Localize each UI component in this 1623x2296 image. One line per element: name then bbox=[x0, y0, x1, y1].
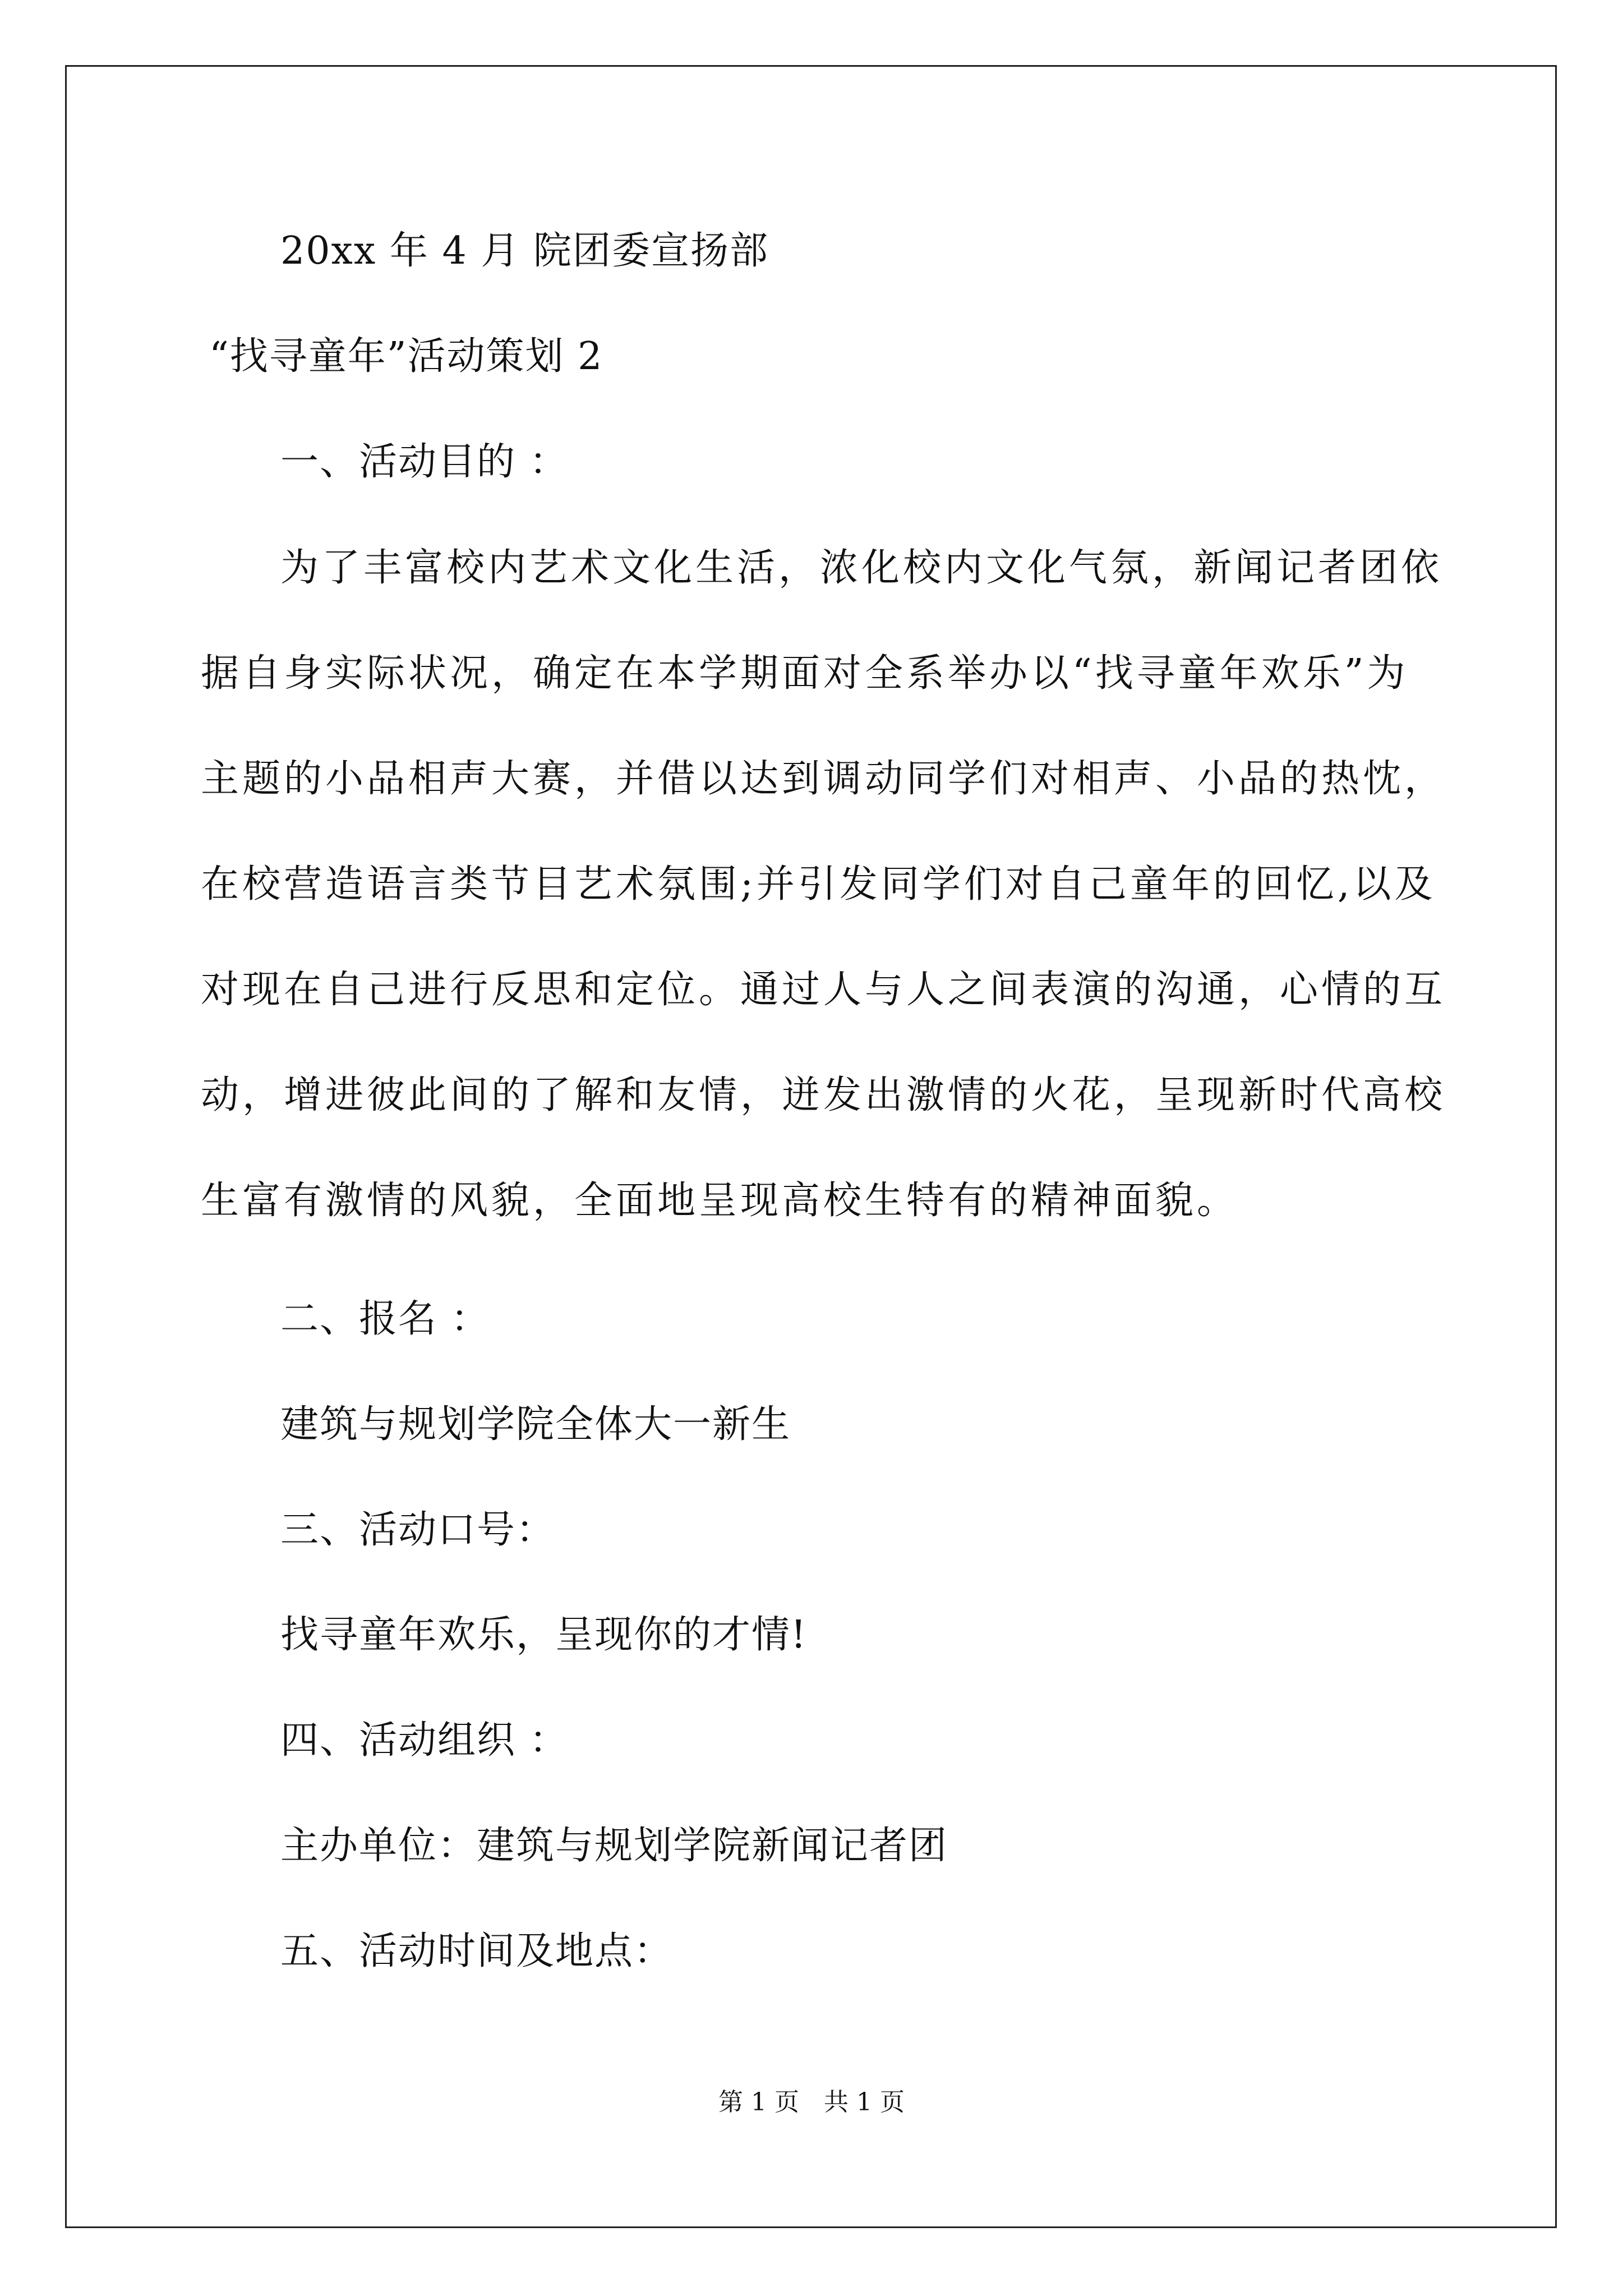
section4-body: 主办单位：建筑与规划学院新闻记者团 bbox=[280, 1824, 948, 1868]
page-number-footer: 第 1 页 共 1 页 bbox=[718, 2088, 905, 2116]
paragraph-line: 在校营造语言类节目艺术氛围;并引发同学们对自己童年的回忆,以及 bbox=[201, 862, 1436, 907]
section1-heading: 一、活动目的 ： bbox=[280, 440, 569, 484]
paragraph-line: 为了丰富校内艺术文化生活，浓化校内文化气氛，新闻记者团依 bbox=[280, 546, 1443, 590]
paragraph-line: 据自身实际状况，确定在本学期面对全系举办以“找寻童年欢乐”为 bbox=[201, 651, 1409, 696]
section3-heading: 三、活动口号： bbox=[280, 1508, 556, 1552]
date-line: 20xx 年 4 月 院团委宣扬部 bbox=[280, 229, 769, 273]
section2-heading: 二、报名 ： bbox=[280, 1297, 490, 1341]
paragraph-line: 主题的小品相声大赛，并借以达到调动同学们对相声、小品的热忱， bbox=[201, 757, 1446, 801]
section2-body: 建筑与规划学院全体大一新生 bbox=[280, 1402, 791, 1447]
section4-heading: 四、活动组织 ： bbox=[280, 1718, 569, 1763]
section5-heading: 五、活动时间及地点： bbox=[280, 1929, 674, 1973]
section1-paragraph bbox=[201, 541, 1446, 1280]
paragraph-line: 生富有激情的风貌，全面地呈现高校生特有的精神面貌。 bbox=[201, 1179, 1239, 1223]
paragraph-line: 动，增进彼此间的了解和友情，迸发出激情的火花，呈现新时代高校 bbox=[201, 1073, 1446, 1117]
document-title: “找寻童年”活动策划 2 bbox=[209, 334, 603, 379]
paragraph-line: 对现在自己进行反思和定位。通过人与人之间表演的沟通，心情的互 bbox=[201, 968, 1446, 1012]
section3-body: 找寻童年欢乐，呈现你的才情! bbox=[280, 1613, 808, 1657]
